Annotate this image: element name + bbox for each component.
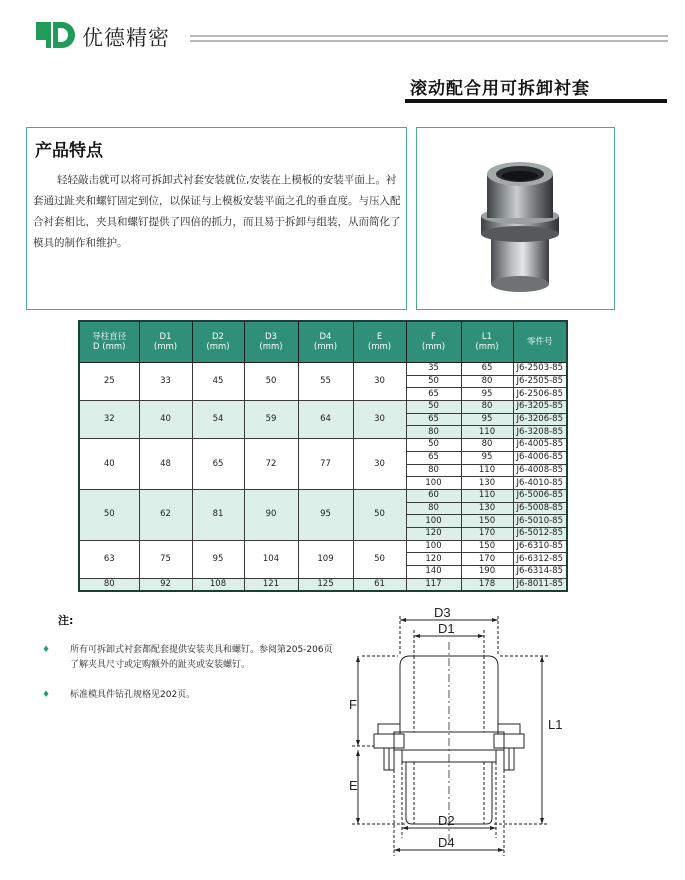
table-header-row [79, 321, 567, 363]
table-cell-l1: 95 [461, 388, 513, 401]
table-cell-f: 100 [406, 515, 461, 528]
label-l1: L1 [548, 717, 563, 732]
column-header-line2: (mm) [206, 342, 230, 352]
table-cell-l1: 110 [461, 464, 513, 477]
table-cell-e: 50 [353, 489, 406, 540]
table-row [79, 540, 567, 553]
table-cell-d2: 65 [192, 439, 244, 490]
brand-name: 优德精密 [82, 26, 170, 50]
table-cell-f: 80 [406, 464, 461, 477]
column-header [406, 321, 461, 363]
table-cell-d3: 104 [244, 540, 298, 578]
table-cell-l1: 65 [461, 363, 513, 376]
table-cell-part: J6-3208-85 [513, 426, 567, 439]
table-cell-d4: 125 [298, 578, 353, 591]
table-cell-part: J6-2503-85 [513, 363, 567, 376]
table-cell-e: 30 [353, 439, 406, 490]
table-cell-d: 40 [79, 439, 139, 490]
note-item [42, 688, 335, 703]
table-cell-d1: 48 [139, 439, 192, 490]
page-title: 滚动配合用可拆卸衬套 [410, 79, 590, 99]
table-cell-f: 100 [406, 540, 461, 553]
table-cell-part: J6-6314-85 [513, 566, 567, 579]
label-d3: D3 [434, 606, 451, 620]
table-cell-d: 32 [79, 401, 139, 439]
table-cell-d3: 72 [244, 439, 298, 490]
column-header-line1: 导柱直径 [92, 332, 127, 342]
table-cell-part: J6-4005-85 [513, 439, 567, 452]
header-rule-top [190, 35, 668, 37]
table-cell-l1: 130 [461, 477, 513, 490]
table-row [79, 439, 567, 452]
column-header-line2: D (mm) [93, 342, 126, 352]
table-cell-d4: 109 [298, 540, 353, 578]
table-cell-d4: 95 [298, 489, 353, 540]
table-cell-d3: 59 [244, 401, 298, 439]
table-cell-part: J6-5012-85 [513, 527, 567, 540]
header-rule-bottom [190, 40, 668, 42]
product-photo-panel [416, 127, 615, 310]
column-header-line1: 零件号 [526, 337, 553, 347]
label-e: E [349, 778, 358, 793]
feature-heading: 产品特点 [35, 141, 103, 161]
table-cell-part: J6-2506-85 [513, 388, 567, 401]
column-header [192, 321, 244, 363]
table-cell-l1: 130 [461, 502, 513, 515]
table-cell-d2: 108 [192, 578, 244, 591]
table-cell-d: 63 [79, 540, 139, 578]
column-header-line1: F [431, 332, 436, 342]
table-cell-part: J6-5010-85 [513, 515, 567, 528]
table-cell-l1: 95 [461, 413, 513, 426]
table-cell-l1: 190 [461, 566, 513, 579]
table-cell-d: 80 [79, 578, 139, 591]
table-cell-f: 50 [406, 375, 461, 388]
table-cell-part: J6-3205-85 [513, 401, 567, 414]
table-cell-l1: 80 [461, 375, 513, 388]
label-d4: D4 [438, 835, 455, 850]
table-cell-part: J6-3206-85 [513, 413, 567, 426]
column-header-line1: D2 [212, 332, 224, 342]
table-cell-d1: 75 [139, 540, 192, 578]
table-cell-d2: 45 [192, 363, 244, 401]
column-header-line2: (mm) [153, 342, 178, 352]
table-cell-l1: 95 [461, 451, 513, 464]
table-cell-d2: 81 [192, 489, 244, 540]
table-cell-d4: 55 [298, 363, 353, 401]
column-header-line2: (mm) [259, 342, 283, 352]
note-text: 标准模具件钻孔规格见202页。 [70, 690, 196, 700]
table-cell-f: 117 [406, 578, 461, 591]
table-cell-l1: 170 [461, 527, 513, 540]
column-header [244, 321, 298, 363]
table-cell-d4: 77 [298, 439, 353, 490]
label-d1: D1 [438, 621, 455, 636]
column-header-line1: D4 [319, 332, 332, 342]
table-cell-d4: 64 [298, 401, 353, 439]
column-header-line2: (mm) [367, 342, 392, 352]
column-header [139, 321, 192, 363]
table-cell-l1: 80 [461, 401, 513, 414]
table-cell-f: 50 [406, 439, 461, 452]
column-header [298, 321, 353, 363]
column-header-line2: (mm) [421, 342, 446, 352]
table-cell-part: J6-4010-85 [513, 477, 567, 490]
table-cell-part: J6-6312-85 [513, 553, 567, 566]
table-cell-part: J6-6310-85 [513, 540, 567, 553]
column-header-line1: L1 [481, 332, 493, 342]
diamond-bullet-icon: ♦ [42, 690, 51, 700]
column-header [461, 321, 513, 363]
jd-logo-icon [36, 22, 76, 48]
table-cell-e: 30 [353, 363, 406, 401]
table-cell-f: 65 [406, 388, 461, 401]
bushing-photo-icon [417, 128, 614, 309]
diamond-bullet-icon: ♦ [42, 645, 51, 655]
table-cell-f: 65 [406, 413, 461, 426]
column-header-line1: D1 [159, 332, 172, 342]
table-row [79, 489, 567, 502]
table-cell-e: 30 [353, 401, 406, 439]
column-header [79, 321, 139, 363]
table-cell-d3: 121 [244, 578, 298, 591]
table-cell-f: 140 [406, 566, 461, 579]
table-cell-d2: 54 [192, 401, 244, 439]
table-cell-part: J6-8011-85 [513, 578, 567, 591]
table-cell-l1: 150 [461, 540, 513, 553]
title-underline [405, 99, 667, 103]
bushing-dimension-drawing [330, 606, 600, 868]
table-cell-f: 80 [406, 426, 461, 439]
table-row [79, 578, 567, 591]
table-row [79, 401, 567, 414]
note-item [42, 643, 335, 673]
spec-table [78, 320, 568, 592]
table-cell-part: J6-2505-85 [513, 375, 567, 388]
table-cell-l1: 170 [461, 553, 513, 566]
table-cell-f: 80 [406, 502, 461, 515]
table-cell-d: 25 [79, 363, 139, 401]
table-cell-f: 50 [406, 401, 461, 414]
notes-title: 注: [58, 614, 74, 627]
table-cell-d1: 62 [139, 489, 192, 540]
table-cell-e: 61 [353, 578, 406, 591]
feature-panel [26, 127, 407, 310]
table-row [79, 363, 567, 376]
table-cell-l1: 110 [461, 489, 513, 502]
table-cell-f: 35 [406, 363, 461, 376]
table-cell-d1: 40 [139, 401, 192, 439]
table-cell-l1: 150 [461, 515, 513, 528]
table-cell-d3: 90 [244, 489, 298, 540]
label-f: F [349, 697, 357, 712]
note-text: 所有可拆卸式衬套都配套提供安装夹具和螺钉。参阅第205-206页了解夹具尺寸或定购额外的趾夹或安装螺钉。 [70, 645, 333, 670]
table-cell-part: J6-4006-85 [513, 451, 567, 464]
table-cell-e: 50 [353, 540, 406, 578]
column-header [513, 321, 567, 363]
label-d2: D2 [438, 813, 455, 828]
column-header [353, 321, 406, 363]
table-cell-part: J6-5008-85 [513, 502, 567, 515]
table-cell-l1: 178 [461, 578, 513, 591]
table-cell-f: 120 [406, 553, 461, 566]
table-cell-d1: 92 [139, 578, 192, 591]
column-header-line2: (mm) [313, 342, 338, 352]
table-cell-f: 120 [406, 527, 461, 540]
table-cell-f: 60 [406, 489, 461, 502]
column-header-line1: D3 [265, 332, 277, 342]
table-cell-d1: 33 [139, 363, 192, 401]
table-cell-d2: 95 [192, 540, 244, 578]
table-cell-part: J6-4008-85 [513, 464, 567, 477]
table-cell-d: 50 [79, 489, 139, 540]
table-cell-d3: 50 [244, 363, 298, 401]
table-cell-f: 65 [406, 451, 461, 464]
table-cell-l1: 110 [461, 426, 513, 439]
table-cell-f: 100 [406, 477, 461, 490]
column-header-line2: (mm) [475, 342, 499, 352]
column-header-line1: E [376, 332, 383, 342]
feature-description: 轻轻敲击就可以将可拆卸式衬套安装就位,安装在上模板的安装平面上。衬套通过趾夹和螺钉固定到位，以保证与上模板安装平面之孔的垂直度。与压入配合衬套相比，夹具和螺钉提供了四倍的抓力，而且易于拆卸与组装，从而简化了模具的制作和维护。 [33, 174, 401, 249]
table-cell-part: J6-5006-85 [513, 489, 567, 502]
table-cell-l1: 80 [461, 439, 513, 452]
